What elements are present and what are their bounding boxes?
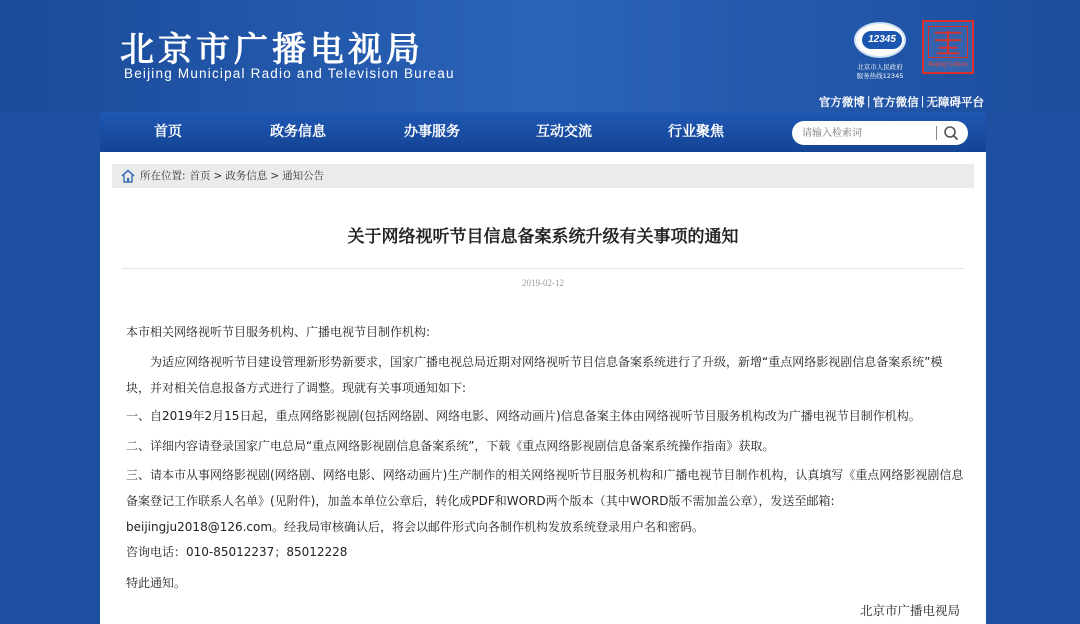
nav-item-services[interactable]: 办事服务 <box>404 124 460 140</box>
nav-item-interaction[interactable]: 互动交流 <box>536 124 592 140</box>
site-title[interactable]: 北京市广播电视局 <box>120 30 424 70</box>
search-input[interactable] <box>802 124 934 142</box>
quicklink-separator: | <box>866 94 871 108</box>
seal-text: Beijing Culture <box>928 62 968 68</box>
site-header <box>0 0 1080 112</box>
article-contact: 咨询电话：010-85012237；85012228 <box>126 545 348 559</box>
article-date: 2019-02-12 <box>522 278 564 288</box>
search-icon[interactable] <box>942 124 960 142</box>
breadcrumb-notices[interactable]: 通知公告 <box>282 170 325 182</box>
article-salutation: 本市相关网络视听节目服务机构、广播电视节目制作机构: <box>126 325 431 339</box>
nav-item-industry-focus[interactable]: 行业聚焦 <box>668 124 724 140</box>
breadcrumb-home[interactable]: 首页 <box>189 170 211 182</box>
nav-item-government-info[interactable]: 政务信息 <box>270 124 326 140</box>
article-closing: 特此通知。 <box>126 576 187 590</box>
main-nav <box>100 112 986 152</box>
article-signature: 北京市广播电视局 <box>860 603 961 618</box>
breadcrumb-separator: > <box>213 170 223 182</box>
nav-item-home[interactable]: 首页 <box>154 124 182 140</box>
hotline-line1: 北京市人民政府 <box>857 63 903 71</box>
article-paragraph: 为适应网络视听节目建设管理新形势新要求，国家广播电视总局近期对网络视听节目信息备案系统进行了升级，新增“重点网络影视剧信息备案系统”模块，并对相关信息报备方式进行了调整。现就有关事项通知如下: <box>126 355 943 395</box>
beijing-culture-seal-logo[interactable] <box>922 20 974 74</box>
site-subtitle: Beijing Municipal Radio and Television Bureau <box>124 66 455 81</box>
quicklink-weibo[interactable]: 官方微博 <box>818 95 865 109</box>
hotline-number: 12345 <box>862 31 902 49</box>
quicklink-wechat[interactable]: 官方微信 <box>872 95 919 109</box>
breadcrumb-prefix: 所在位置: <box>140 170 186 182</box>
search-divider <box>936 126 937 140</box>
hotline-badge <box>854 22 906 58</box>
breadcrumb-separator: > <box>270 170 280 182</box>
hotline-line2: 服务热线12345 <box>856 72 904 80</box>
article-paragraph: 三、请本市从事网络影视剧(网络剧、网络电影、网络动画片)生产制作的相关网络视听节目服务机构和广播电视节目制作机构，认真填写《重点网络影视剧信息备案登记工作联系人名单》(见附件)，加盖本单位公章后，转化成PDF和WORD两个版本（其中WORD版不需加盖公章），发送至邮箱: beijingju2018@126.com。经我局审核确认后，将会以邮件形式向各制作机构发放系统登录用户名和密码。 <box>126 468 964 534</box>
article-paragraph: 二、详细内容请登录国家广电总局“重点网络影视剧信息备案系统”，下载《重点网络影视剧信息备案系统操作指南》获取。 <box>126 439 775 453</box>
quicklink-accessibility[interactable]: 无障碍平台 <box>926 95 984 109</box>
article-paragraph: 一、自2019年2月15日起，重点网络影视剧(包括网络剧、网络电影、网络动画片)信息备案主体由网络视听节目服务机构改为广播电视节目制作机构。 <box>126 409 921 423</box>
title-divider <box>122 268 964 269</box>
hotline-12345-logo[interactable] <box>848 20 910 78</box>
quicklink-separator: | <box>920 94 925 108</box>
seal-icon <box>928 26 968 58</box>
quick-links <box>819 94 984 110</box>
content-panel <box>100 152 986 624</box>
breadcrumb <box>112 164 974 188</box>
search-box <box>792 121 968 145</box>
home-icon <box>120 168 136 184</box>
article-title: 关于网络视听节目信息备案系统升级有关事项的通知 <box>347 227 739 247</box>
breadcrumb-government-info[interactable]: 政务信息 <box>225 170 268 182</box>
